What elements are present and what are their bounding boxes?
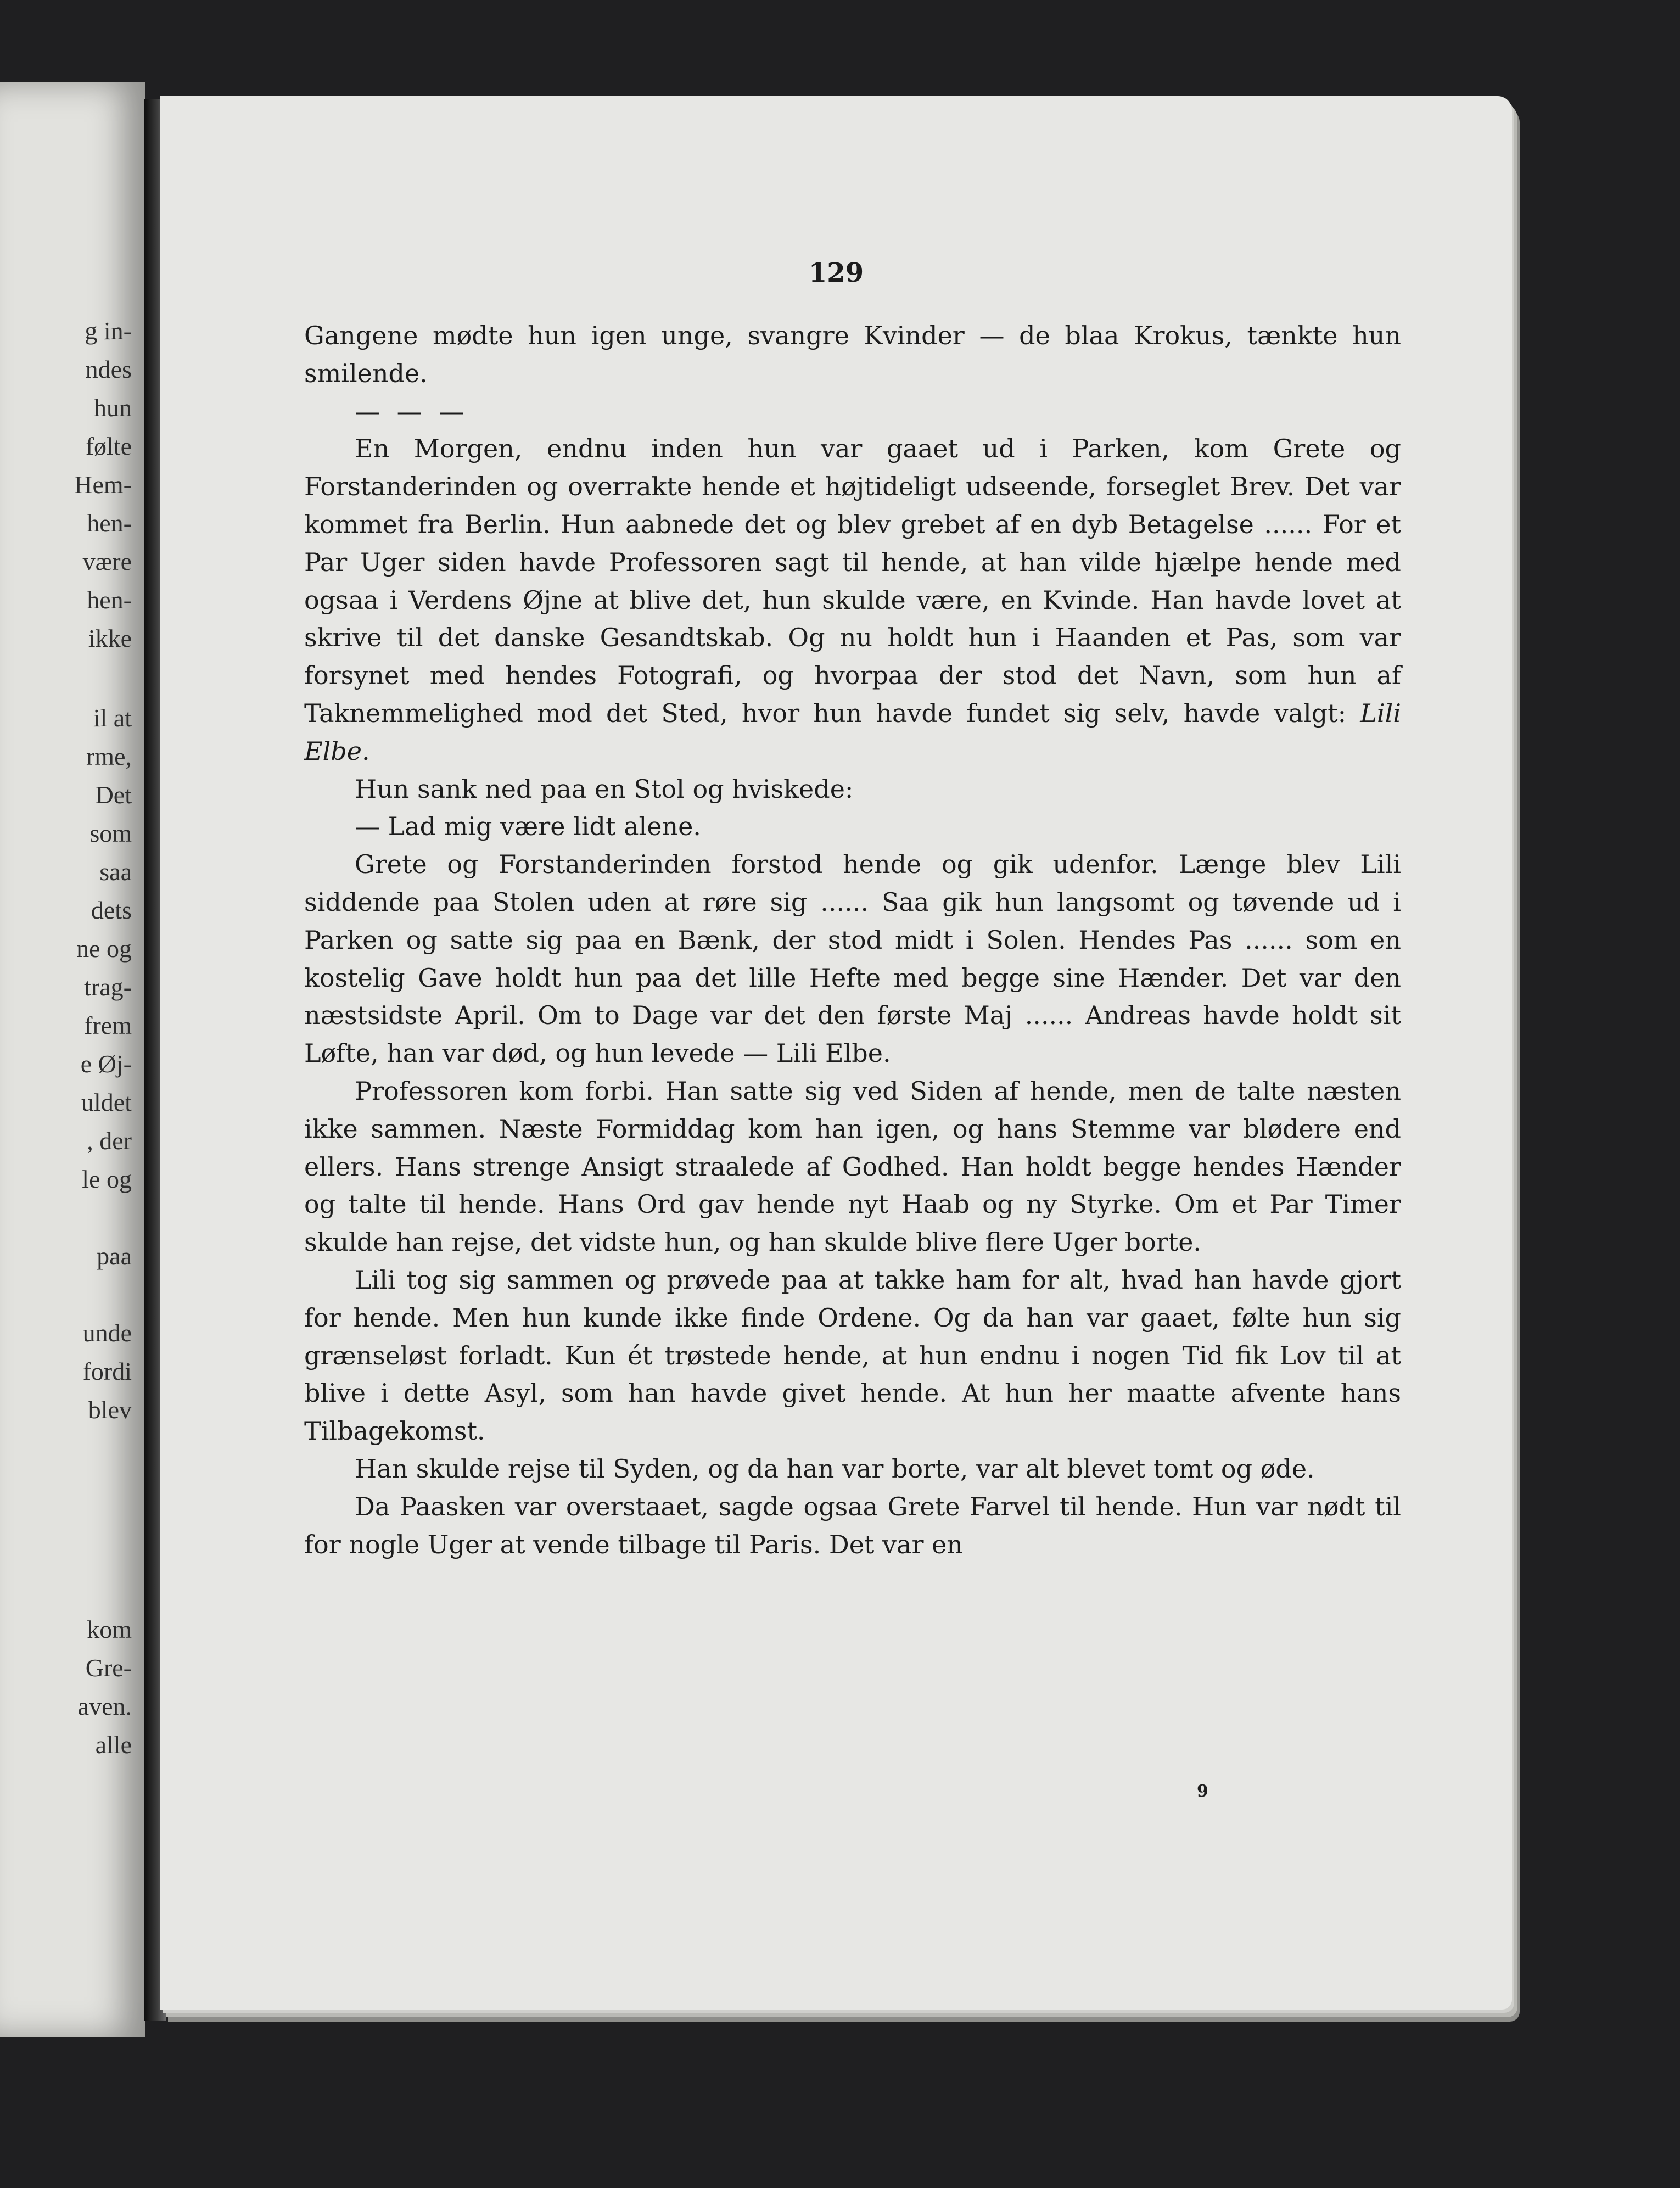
left-page-line: som xyxy=(89,819,132,847)
left-page-line: hen- xyxy=(87,509,132,537)
left-page-line: ne og xyxy=(76,934,132,963)
paragraph: Grete og Forstanderinden forstod hende og gik udenfor. Længe blev Lili siddende paa Stolen uden at røre sig ...... Saa gik hun langsomt og tøvende ud i Parken og satte sig paa en Bænk, der stod midt i Solen. Hendes Pas ...... som en kostelig Gave holdt hun paa det lille Hefte med begge sine Hænder. Det var den næstsidste April. Om to Dage var det den første Maj ...... Andreas havde holdt sit Løfte, han var død, og hun levede — Lili Elbe. xyxy=(304,849,1401,1068)
left-page-line: kom xyxy=(87,1615,132,1643)
left-page-line: il at xyxy=(93,704,132,732)
signature-mark: 9 xyxy=(1197,1782,1208,1801)
paragraph: Lili tog sig sammen og prøvede paa at takke ham for alt, hvad han havde gjort for hende. Men hun kunde ikke finde Ordene. Og da han var gaaet, følte hun sig grænseløst forladt. Kun ét trøstede hende, at hun endnu i nogen Tid fik Lov til at blive i dette Asyl, som han havde givet hende. At hun her maatte afvente hans Tilbagekomst. xyxy=(304,1264,1401,1446)
page-number: 129 xyxy=(808,258,864,288)
left-page-line: Det xyxy=(95,781,132,809)
paragraph: En Morgen, endnu inden hun var gaaet ud i Parken, kom Grete og Forstanderinden og overrakte hende et højtideligt udseende, forseglet Brev. Det var kommet fra Berlin. Hun aabnede det og blev grebet af en dyb Betagelse ...... For et Par Uger siden havde Professoren sagt til hende, at han vilde hjælpe hende med ogsaa i Verdens Øjne at blive det, hun skulde være, en Kvinde. Han havde lovet at skrive til det danske Gesandtskab. Og nu holdt hun i Haanden et Pas, som var forsynet med hendes Fotografi, og hvorpaa der stod det Navn, som hun af Taknemmelighed mod det Sted, hvor hun havde fundet sig selv, havde valgt: Lili Elbe. xyxy=(304,434,1401,766)
left-page-line: hen- xyxy=(87,586,132,614)
paragraph: Han skulde rejse til Syden, og da han var borte, var alt blevet tomt og øde. xyxy=(355,1453,1315,1484)
section-separator: — — — xyxy=(355,396,469,426)
left-page-line: Gre- xyxy=(85,1654,132,1682)
paragraph: Hun sank ned paa en Stol og hviskede: xyxy=(355,774,854,804)
left-page-line: hun xyxy=(94,394,132,422)
left-page-line: frem xyxy=(84,1011,132,1039)
body-text xyxy=(304,317,1401,1563)
left-page-line: paa xyxy=(97,1242,132,1270)
left-page-line: ikke xyxy=(88,624,132,652)
left-page-line: g in- xyxy=(85,317,132,345)
paragraph: Professoren kom forbi. Han satte sig ved Siden af hende, men de talte næsten ikke sammen. Næste Formiddag kom han igen, og hans Stemme var blødere end ellers. Hans strenge Ansigt straalede af Godhed. Han holdt begge hendes Hænder og talte til hende. Hans Ord gav hende nyt Haab og ny Styrke. Om et Par Timer skulde han rejse, det vidste hun, og han skulde blive flere Uger borte. xyxy=(304,1076,1401,1257)
left-page-line: uldet xyxy=(81,1088,132,1116)
left-page-line: saa xyxy=(99,858,132,886)
paragraph: — Lad mig være lidt alene. xyxy=(355,812,701,842)
left-page-line: e Øj- xyxy=(80,1050,132,1078)
right-page xyxy=(160,96,1512,2010)
paragraph: Da Paasken var overstaaet, sagde ogsaa Grete Farvel til hende. Hun var nødt til for nogle Uger at vende tilbage til Paris. Det var en xyxy=(304,1491,1401,1559)
left-page-line: rme, xyxy=(86,742,132,770)
left-page xyxy=(0,82,145,2037)
left-page-line: Hem- xyxy=(74,471,132,499)
left-page-line: , der xyxy=(87,1127,132,1155)
left-page-line: ndes xyxy=(85,355,132,383)
left-page-line: aven. xyxy=(77,1692,132,1720)
left-page-line: trag- xyxy=(84,973,132,1001)
left-page-line: le og xyxy=(82,1165,132,1193)
left-page-line: blev xyxy=(88,1396,132,1424)
left-page-line: følte xyxy=(85,432,132,460)
left-page-line: være xyxy=(82,547,132,575)
left-page-line: alle xyxy=(95,1731,132,1759)
italic-name: Lili Elbe. xyxy=(304,698,1401,766)
left-page-line: dets xyxy=(91,896,132,924)
paragraph: Gangene mødte hun igen unge, svangre Kvinder — de blaa Krokus, tænkte hun smilende. xyxy=(304,321,1401,388)
left-page-line: fordi xyxy=(82,1357,132,1385)
left-page-line: unde xyxy=(82,1319,132,1347)
